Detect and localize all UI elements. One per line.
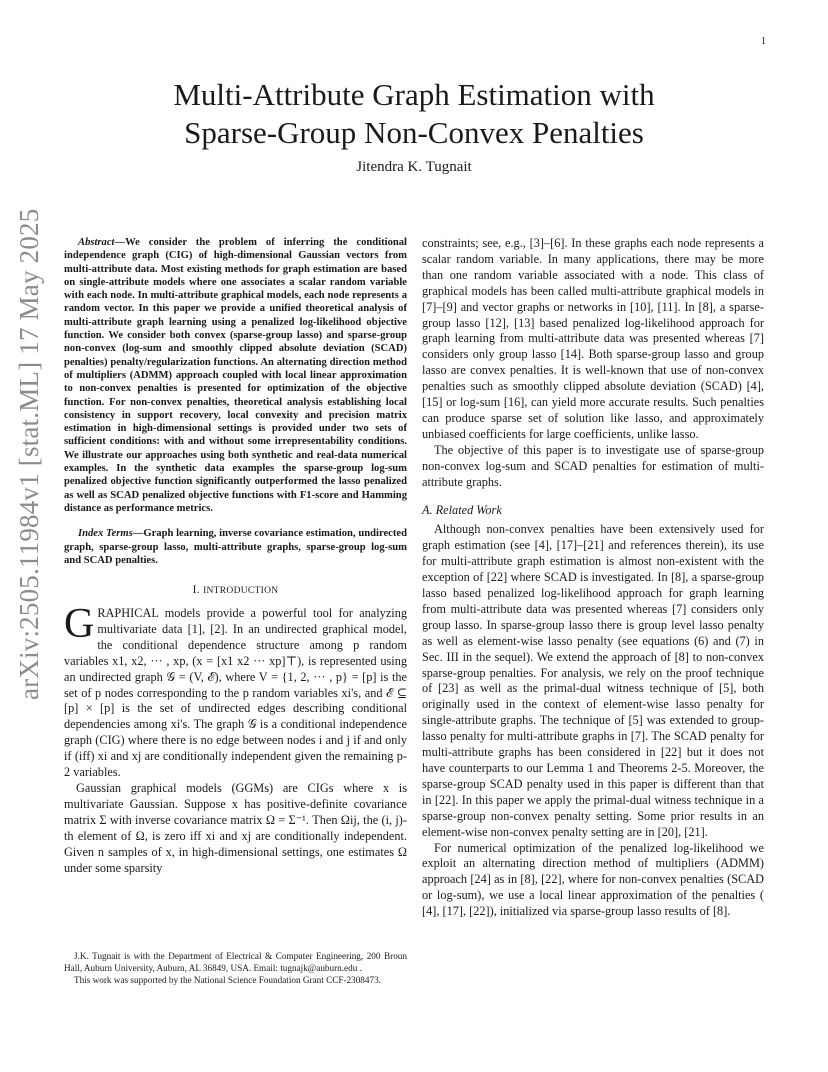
paper-title <box>0 76 828 152</box>
author: Jitendra K. Tugnait <box>356 159 472 175</box>
abstract-lead: Abstract <box>78 237 115 248</box>
index-terms-text: —Graph learning, inverse covariance estimation, undirected graph, sparse-group lasso, multi-attribute graphs, sparse-group log-sum and SCAD penalties. <box>64 528 407 566</box>
right-column <box>422 236 764 920</box>
index-terms-lead: Index Terms <box>78 528 133 540</box>
right-paragraph-3: Although non-convex penalties have been extensively used for graph estimation (see [4], [17]–[21] and references therein), its use for multi-attribute graph estimation is almost non-existent with the exception of [22] where SCAD is investigated. In [8], a sparse-group lasso based penalized log-likelihood approach for graph learning from multi-attribute data was presented whereas [7] considers only group lasso. In sparse-group lasso there is group level lasso penalty as well as element-wise lasso penalty (see equations (6) and (7) in Sec. III in the sequel). We extend the approach of [8] to non-convex sparse-group penalties. For analysis, we rely on the proof technique of [23] as well as the primal-dual witness technique of [5], both originally used in the context of element-wise lasso penalty for single-attribute graphs. The technique of [5] was extended to group-lasso penalty for multi-attribute graphs in [7]. The SCAD penalty for multi-attribute graphs has been considered in [22] but it does not have counterparts to our Lemma 1 and Theorems 2-5. Moreover, the sparse-group SCAD penalty used in this paper is different than that in [22]. In this paper we apply the primal-dual witness technique in a sparse-group non-convex penalty setting. Some prior results in an element-wise non-convex penalty setting are in [20], [21]. <box>422 522 764 839</box>
section-title: INTRODUCTION <box>203 586 279 597</box>
abstract <box>64 236 407 515</box>
footnote-funding: This work was supported by the National Science Foundation Grant CCF-2308473. <box>74 975 381 985</box>
section-heading-introduction <box>64 583 407 600</box>
right-paragraph-4: For numerical optimization of the penalized log-likelihood we exploit an alternating direction method of multipliers (ADMM) approach [24] as in [8], [22], where for non-convex penalties (SCAD or log-sum), we use a local linear approximation of the penalties ( [4], [17], [22]), initialized via sparse-group lasso results of [8]. <box>422 840 764 919</box>
arxiv-stamp: arXiv:2505.11984v1 [stat.ML] 17 May 2025 <box>14 208 44 700</box>
intro-paragraph-2: Gaussian graphical models (GGMs) are CIGs where x is multivariate Gaussian. Suppose x has positive-definite covariance matrix Σ with inverse covariance matrix Ω = Σ⁻¹. Then Ωij, the (i, j)-th element of Ω, is zero iff xi and xj are conditionally independent. Given n samples of x, in high-dimensional settings, one estimates Ω under some sparsity <box>64 781 407 875</box>
abstract-text: —We consider the problem of inferring the conditional independence graph (CIG) of high-dimensional Gaussian vectors from multi-attribute data. Most existing methods for graph estimation are based on single-attribute models where one associates a scalar random variable with each node. In multi-attribute graphical models, each node represents a random vector. In this paper we provide a unified theoretical analysis of multi-attribute graph learning using a penalized log-likelihood objective function. We consider both convex (sparse-group lasso) and sparse-group non-convex (log-sum and smoothly clipped absolute deviation (SCAD) penalties) penalty/regularization functions. An alternating direction method of multipliers (ADMM) approach coupled with local linear approximation to non-convex penalties is presented for optimization of the objective function. For non-convex penalties, theoretical analysis establishing local consistency in support recovery, local convexity and precision matrix estimation in high-dimensional settings is provided under two sets of sufficient conditions: with and without some irrepresentability conditions. We illustrate our approaches using both synthetic and real-data numerical examples. In the synthetic data examples the sparse-group log-sum penalized objective function significantly outperformed the lasso penalized as well as SCAD penalized objective functions with F1-score and Hamming distance as performance metrics. <box>64 237 407 514</box>
intro-paragraph-1-text: RAPHICAL models provide a powerful tool for analyzing multivariate data [1], [2]. In an undirected graphical model, the conditional dependence structure among p random variables x1, x2, ··· , xp, (x = [x1 x2 ··· xp]⊤), is represented using an undirected graph 𝒢 = (V, ℰ), where V = {1, 2, ··· , p} = [p] is the set of p nodes corresponding to the p random variables xi's, and ℰ ⊆ [p] × [p] is the set of undirected edges describing conditional dependencies among xi's. The graph 𝒢 is a conditional independence graph (CIG) where there is no edge between nodes i and j if and only if (iff) xi and xj are conditionally independent given the remaining p-2 variables. <box>64 606 407 780</box>
page-number: 1 <box>761 36 766 47</box>
title-line-1: Multi-Attribute Graph Estimation with <box>173 77 655 112</box>
drop-cap: G <box>64 601 95 648</box>
right-paragraph-1: constraints; see, e.g., [3]–[6]. In these graphs each node represents a scalar random variable. In many applications, there may be more than one random variable associated with a node. This class of graphical models has been called multi-attribute graphical models in [7]–[9] and vector graphs or networks in [10], [11]. In [8], a sparse-group lasso [12], [13] based penalized log-likelihood approach for graph learning from multi-attribute data was presented whereas [7] considers only group lasso [14]. Both sparse-group lasso and group lasso are convex penalties. It is well-known that use of non-convex penalties such as smoothly clipped absolute deviation (SCAD) [4], [15] or log-sum [16], can yield more accurate results. Such penalties can produce sparse set of solution like lasso, and approximately unbiased coefficients for large coefficients, unlike lasso. <box>422 236 764 441</box>
index-terms <box>64 527 407 567</box>
intro-paragraph-1 <box>64 601 407 781</box>
footnote-affiliation: J.K. Tugnait is with the Department of Electrical & Computer Engineering, 200 Broun Hall, Auburn University, Auburn, AL 36849, USA. Email: tugnajk@auburn.edu . <box>64 951 407 973</box>
section-number: I. <box>192 584 200 597</box>
title-line-2: Sparse-Group Non-Convex Penalties <box>184 115 644 150</box>
left-column <box>64 236 407 876</box>
footnotes <box>64 950 407 986</box>
subsection-heading-related-work: A. Related Work <box>422 502 502 517</box>
right-paragraph-2: The objective of this paper is to investigate use of sparse-group non-convex log-sum and SCAD penalties for estimation of multi-attribute graphs. <box>422 442 764 489</box>
